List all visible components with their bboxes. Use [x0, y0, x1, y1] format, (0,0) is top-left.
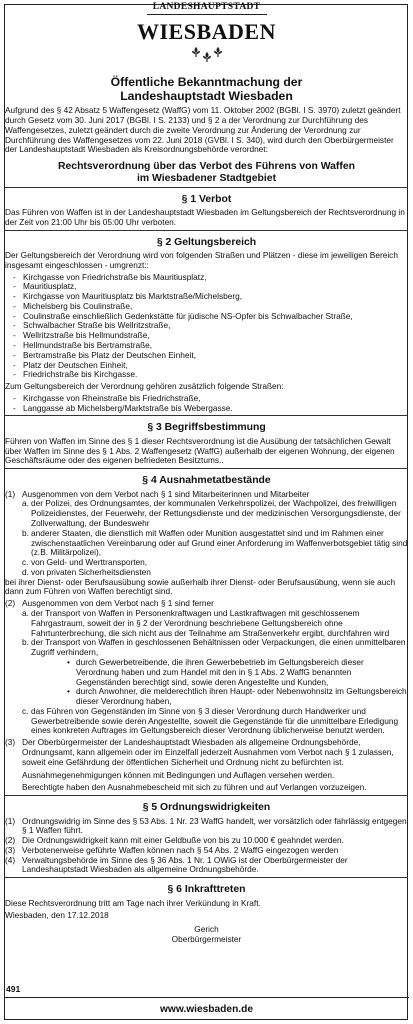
list-item: - Langgasse ab Michelsberg/Marktstraße bis Webergasse. [13, 404, 408, 414]
list-item: - Platz der Deutschen Einheit, [13, 361, 408, 371]
section-2-text2: Zum Geltungsbereich der Verordnung gehören zusätzlich folgende Straßen: [5, 381, 284, 392]
paragraph-3 [5, 738, 408, 767]
list-item [5, 529, 408, 558]
paragraph-number: (1) [5, 488, 16, 499]
item-text: Verbotenerweise geführte Waffen können nach § 54 Abs. 2 WaffG eingezogen werden [22, 844, 339, 855]
paragraph-3-c: Berechtigte haben den Ausnahmebescheid mit sich zu führen und auf Verlangen vorzuzeigen. [22, 782, 367, 793]
paragraph-text: Ausgenommen von dem Verbot nach § 1 sind Mitarbeiterinnen und Mitarbeiter [22, 488, 310, 499]
list-item [5, 687, 408, 707]
section-1-text: Das Führen von Waffen ist in der Landeshauptstadt Wiesbaden im Geltungsbereich der Rechtsverordnung in der Zeit von 21:00 Uhr bis 05:00 Uhr verboten. [5, 206, 405, 227]
intro-text: Aufgrund des § 42 Absatz 5 Waffengesetz (WaffG) vom 11. Oktober 2002 (BGBl. I S. 3970) zuletzt geändert durch Gesetz vom 30. Juni 2017 (BGBl. I S. 2133) und § 2 a der Verordnung zur Durchführung des Waffengesetzes, zuletzt geändert durch die zweite Verordnung zur Änderung der Verordnung zur Durchführung des Waffengesetzes vom 22. Juni 2018 (GVBl. I S. 340), wird durch den Oberbürgermeister der Landeshauptstadt Wiesbaden als Kreisordnungsbehörde verordnet: [5, 105, 401, 155]
masthead-rule [147, 14, 267, 15]
paragraph-text: Ausgenommen von dem Verbot nach § 1 sind ferner [22, 598, 214, 609]
page-title-line2: Landeshauptstadt Wiesbaden [120, 88, 293, 103]
paragraph-1-tail: bei ihrer Dienst- oder Berufsausübung sowie außerhalb ihrer Dienst- oder Berufsausübung, wenn sie auch dann zum Führen von Waffen berechtigt sind. [5, 576, 396, 597]
bullet-icon: • [67, 656, 70, 667]
section-5-heading: § 5 Ordnungswidrigkeiten [142, 802, 271, 814]
page-title-line1: Öffentliche Bekanntmachung der [110, 75, 303, 89]
list-item: - Hellmundstraße bis Bertramstraße, [13, 341, 408, 351]
section-4-heading: § 4 Ausnahmetatbestände [142, 475, 271, 487]
item-letter: b. [22, 527, 29, 538]
list-item: - Schwalbacher Straße bis Wellritzstraße, [13, 321, 408, 331]
divider [5, 877, 408, 878]
place-date: Wiesbaden, den 17.12.2018 [5, 910, 109, 921]
regulation-title-line2: im Wiesbadener Stadtgebiet [136, 172, 277, 184]
signer-name: Gerich [194, 924, 219, 935]
page-number: 491 [6, 984, 21, 994]
item-text: das Führen von Gegenständen im Sinne von § 3 dieser Verordnung durch Handwerker und Gewerbetreibende sowie deren Angestellte, soweit die Gegenstände für die unmittelbare Erledigung eines konkreten Auftrages im Geltungsbereich dieser Verordnung üblicherweise benutzt werden. [31, 705, 399, 736]
signer-title: Oberbürgermeister [171, 934, 242, 944]
item-text: durch Gewerbetreibende, die ihren Gewerbebetrieb im Geltungsbereich dieser Verordnung haben und zum Handel mit den in § 1 Abs. 2 WaffG benannten Gegenständen berechtigt sind, sowie deren Angestellte und Kunden, [76, 656, 364, 687]
list-item: - Michelsberg bis Coulinstraße, [13, 302, 408, 312]
list-item: - Bertramstraße bis Platz der Deutschen Einheit, [13, 351, 408, 361]
item-letter: a. [22, 498, 29, 509]
item-text: durch Anwohner, die melderechtlich ihren Haupt- oder Nebenwohnsitz im Geltungsbereich dieser Verordnung haben, [76, 686, 407, 707]
masthead-wiesbaden: WIESBADEN [137, 19, 276, 45]
divider [5, 230, 408, 231]
item-text: der Transport von Waffen in geschlossenen Behältnissen oder Verpackungen, die einen unmittelbaren Zugriff verhindern, [31, 637, 406, 658]
divider [5, 187, 408, 188]
divider [5, 468, 408, 469]
list-item: - Mauritiusplatz, [13, 282, 408, 292]
section-6-text: Diese Rechtsverordnung tritt am Tage nach ihrer Verkündung in Kraft. [5, 897, 261, 908]
regulation-title [5, 161, 408, 184]
section-2-text: Der Geltungsbereich der Verordnung wird von folgenden Straßen und Plätzen - diese im jeweiligen Bereich insgesamt eingeschlossen - umgrenzt:: [5, 249, 398, 270]
footer-divider [4, 997, 409, 998]
item-text: Verwaltungsbehörde im Sinne des § 36 Abs. 1 Nr. 1 OWiG ist der Oberbürgermeister der Landeshauptstadt Wiesbaden als allgemeine Ordnungsbehörde. [22, 854, 348, 875]
section-1-heading: § 1 Verbot [181, 193, 232, 205]
paragraph-number: (3) [5, 737, 16, 748]
list-item: - Kirchgasse von Mauritiusplatz bis Marktstraße/Michelsberg, [13, 292, 408, 302]
list-item: - Wellritzstraße bis Hellmundstraße, [13, 331, 408, 341]
item-text: von Geld- und Werttransporten, [31, 557, 148, 568]
item-number: (3) [5, 844, 16, 855]
masthead-small: LANDESHAUPTSTADT [152, 2, 261, 12]
list-item [5, 658, 408, 687]
item-number: (4) [5, 854, 16, 865]
list-item [5, 638, 408, 658]
street-list [5, 273, 408, 381]
paragraph-text: Der Oberbürgermeister der Landeshauptstadt Wiesbaden als allgemeine Ordnungsbehörde, Ordnungsamt, kann allgemein oder im Einzelfall jederzeit Ausnahmen vom Verbot nach § 1 zulassen, soweit eine Gefährdung der öffentlichen Sicherheit und Ordnung nicht zu befürchten ist. [22, 737, 394, 767]
item-number: (1) [5, 815, 16, 826]
bullet-icon: • [67, 686, 70, 697]
item-text: von privaten Sicherheitsdiensten [31, 566, 151, 577]
divider [5, 415, 408, 416]
paragraph-3-b: Ausnahmegenehmigungen können mit Bedingungen und Auflagen versehen werden. [22, 769, 335, 780]
section-3-heading: § 3 Begriffsbestimmung [147, 422, 266, 434]
regulation-title-line1: Rechtsverordnung über das Verbot des Führens von Waffen [58, 161, 355, 173]
item-text: der Transport von Waffen in Personenkraftwagen und Lastkraftwagen mit geschlossenem Fahrgastraum, soweit der in § 2 der Verordnung beschriebene Geltungsbereich ohne Fahrtunterbrechung, die sich nicht aus der Teilnahme am Straßenverkehr ergibt, durchfahren wird [31, 608, 390, 638]
section-6-heading: § 6 Inkrafttreten [167, 884, 246, 896]
item-letter: c. [22, 557, 29, 568]
list-item [5, 856, 408, 876]
list-item [5, 707, 408, 736]
list-item [5, 817, 408, 837]
list-item [5, 609, 408, 638]
section-2-heading: § 2 Geltungsbereich [156, 236, 257, 248]
signature-block [5, 925, 408, 945]
item-letter: b. [22, 637, 29, 648]
paragraph-number: (2) [5, 598, 16, 609]
list-item [5, 499, 408, 528]
item-letter: d. [22, 566, 29, 577]
announcement-body [5, 76, 408, 945]
list-item: - Friedrichstraße bis Kirchgasse. [13, 370, 408, 380]
list-item: - Kirchgasse von Friedrichstraße bis Mauritiusplatz, [13, 273, 408, 283]
masthead [0, 2, 413, 62]
item-text: der Polizei, des Ordnungsamtes, der kommunalen Verkehrspolizei, der Wachpolizei, des freiwilligen Polizeidienstes, der Feuerwehr, der Rettungsdienste und der medizinischen Versorgungsdienste, der Zollverwaltung, der Bundeswehr [31, 498, 401, 528]
list-item: - Kirchgasse von Rheinstraße bis Friedrichstraße, [13, 394, 408, 404]
item-text: Die Ordnungswidrigkeit kann mit einer Geldbuße von bis zu 10.000 € geahndet werden. [22, 835, 344, 846]
fleur-de-lis-icon [0, 46, 413, 62]
item-letter: a. [22, 608, 29, 619]
divider [5, 795, 408, 796]
item-letter: c. [22, 705, 29, 716]
section-3-text: Führen von Waffen im Sinne des § 1 dieser Rechtsverordnung ist die Ausübung der tatsächlichen Gewalt über Waffen im Sinne des § 1 Abs. 2 Waffengesetz (WaffG) außerhalb der eigenen Wohnung, der eigenen Geschäftsräume oder des eigenen befriedeten Besitztums.. [5, 435, 395, 466]
item-number: (2) [5, 835, 16, 846]
street-list-additional [5, 394, 408, 414]
item-text: Ordnungswidrig im Sinne des § 53 Abs. 1 Nr. 23 WaffG handelt, wer vorsätzlich oder fahrlässig entgegen § 1 Waffen führt. [22, 815, 407, 836]
footer-url[interactable]: www.wiesbaden.de [159, 1004, 254, 1015]
list-item: - Coulinstraße einschließlich Gedenkstätte für jüdische NS-Opfer bis Schwalbacher Straße, [13, 312, 408, 322]
item-text: anderer Staaten, die dienstlich mit Waffen oder Munition ausgestattet sind und im Rahmen einer zwischenstaatlichen Vereinbarung oder auf Grund einer Anforderung im Waffenverbotsgebiet tätig sind (z.B. Militärpolizei), [31, 527, 408, 558]
